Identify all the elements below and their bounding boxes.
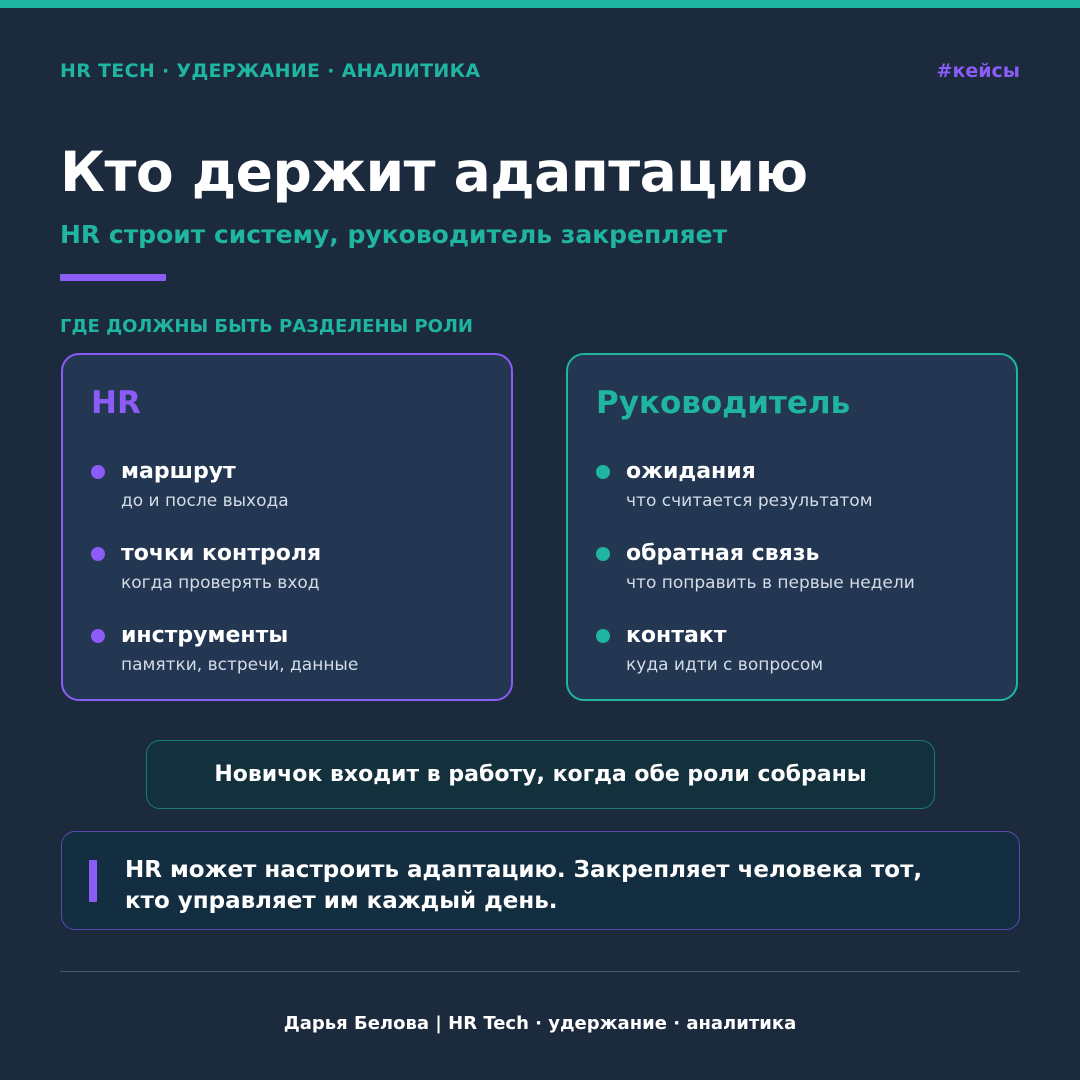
item-title: ожидания: [626, 459, 756, 484]
section-label: ГДЕ ДОЛЖНЫ БЫТЬ РАЗДЕЛЕНЫ РОЛИ: [60, 316, 473, 337]
summary-banner-text: Новичок входит в работу, когда обе роли собраны: [214, 762, 867, 787]
bullet-dot-icon: [91, 547, 105, 561]
item-description: когда проверять вход: [121, 573, 320, 593]
accent-line: [60, 274, 166, 281]
bullet-dot-icon: [91, 629, 105, 643]
manager-card-title: Руководитель: [596, 385, 851, 421]
summary-banner: [146, 740, 935, 809]
header-tags: HR TECH · УДЕРЖАНИЕ · АНАЛИТИКА: [60, 60, 481, 82]
item-title: контакт: [626, 623, 727, 648]
footer-credit: Дарья Белова | HR Tech · удержание · аналитика: [283, 1013, 797, 1034]
item-description: куда идти с вопросом: [626, 655, 824, 675]
hashtag: #кейсы: [936, 60, 1020, 82]
item-title: точки контроля: [121, 541, 322, 566]
item-title: инструменты: [121, 623, 289, 648]
quote-box: [61, 831, 1020, 930]
item-title: маршрут: [121, 459, 236, 484]
quote-accent-bar: [89, 860, 97, 902]
manager-card: [566, 353, 1018, 701]
bullet-dot-icon: [91, 465, 105, 479]
page-subtitle: HR строит систему, руководитель закрепляет: [60, 220, 728, 249]
page-title: Кто держит адаптацию: [60, 140, 808, 204]
item-description: памятки, встречи, данные: [121, 655, 359, 675]
item-description: что поправить в первые недели: [626, 573, 915, 593]
bullet-dot-icon: [596, 547, 610, 561]
quote-text: HR может настроить адаптацию. Закрепляет человека тот, кто управляет им каждый день.: [125, 857, 923, 914]
hr-card-title: HR: [91, 385, 141, 421]
footer-divider: [60, 971, 1020, 972]
top-accent-bar: [0, 0, 1080, 8]
item-description: что считается результатом: [626, 491, 873, 511]
bullet-dot-icon: [596, 465, 610, 479]
bullet-dot-icon: [596, 629, 610, 643]
hr-card: [61, 353, 513, 701]
item-description: до и после выхода: [121, 491, 289, 511]
item-title: обратная связь: [626, 541, 820, 566]
